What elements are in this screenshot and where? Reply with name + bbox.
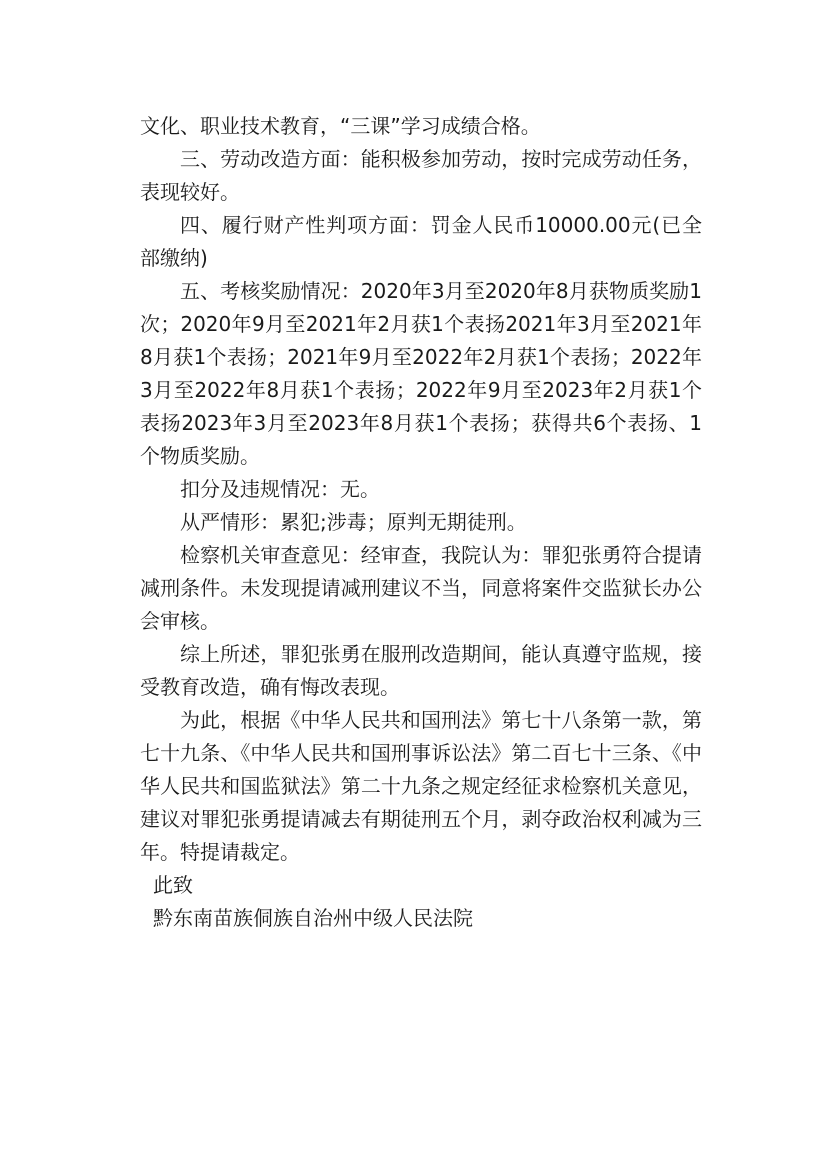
paragraph-education: 文化、职业技术教育，“三课”学习成绩合格。 (140, 114, 541, 138)
paragraph-deductions: 扣分及违规情况：无。 (180, 477, 380, 501)
paragraph-rewards: 五、考核奖励情况：2020年3月至2020年8月获物质奖励1次；2020年9月至2021年2月获1个表扬2021年3月至2021年8月获1个表扬；2021年9月至2022年2月获1个表扬；2022年3月至2022年8月获1个表扬；2022年9月至2023年2月获1个表扬2023年3月至2023年8月获1个表扬；获得共6个表扬、1个物质奖励。 (140, 279, 702, 468)
paragraph-procuratorate-opinion: 检察机关审查意见：经审查，我院认为：罪犯张勇符合提请减刑条件。未发现提请减刑建议不当，同意将案件交监狱长办公会审核。 (140, 543, 702, 633)
paragraph-labor: 三、劳动改造方面：能积极参加劳动，按时完成劳动任务，表现较好。 (140, 147, 702, 204)
closing-salutation: 此致 (153, 873, 193, 897)
paragraph-summary: 综上所述，罪犯张勇在服刑改造期间，能认真遵守监规，接受教育改造，确有悔改表现。 (140, 642, 702, 699)
document-body (140, 110, 702, 935)
paragraph-strict-circumstances: 从严情形：累犯;涉毒；原判无期徒刑。 (180, 510, 527, 534)
recipient-court: 黔东南苗族侗族自治州中级人民法院 (153, 906, 473, 930)
paragraph-property-judgment: 四、履行财产性判项方面：罚金人民币10000.00元(已全部缴纳) (140, 213, 702, 270)
paragraph-recommendation: 为此，根据《中华人民共和国刑法》第七十八条第一款，第七十九条、《中华人民共和国刑事诉讼法》第二百七十三条、《中华人民共和国监狱法》第二十九条之规定经征求检察机关意见，建议对罪犯张勇提请减去有期徒刑五个月，剥夺政治权利减为三年。特提请裁定。 (140, 708, 702, 864)
